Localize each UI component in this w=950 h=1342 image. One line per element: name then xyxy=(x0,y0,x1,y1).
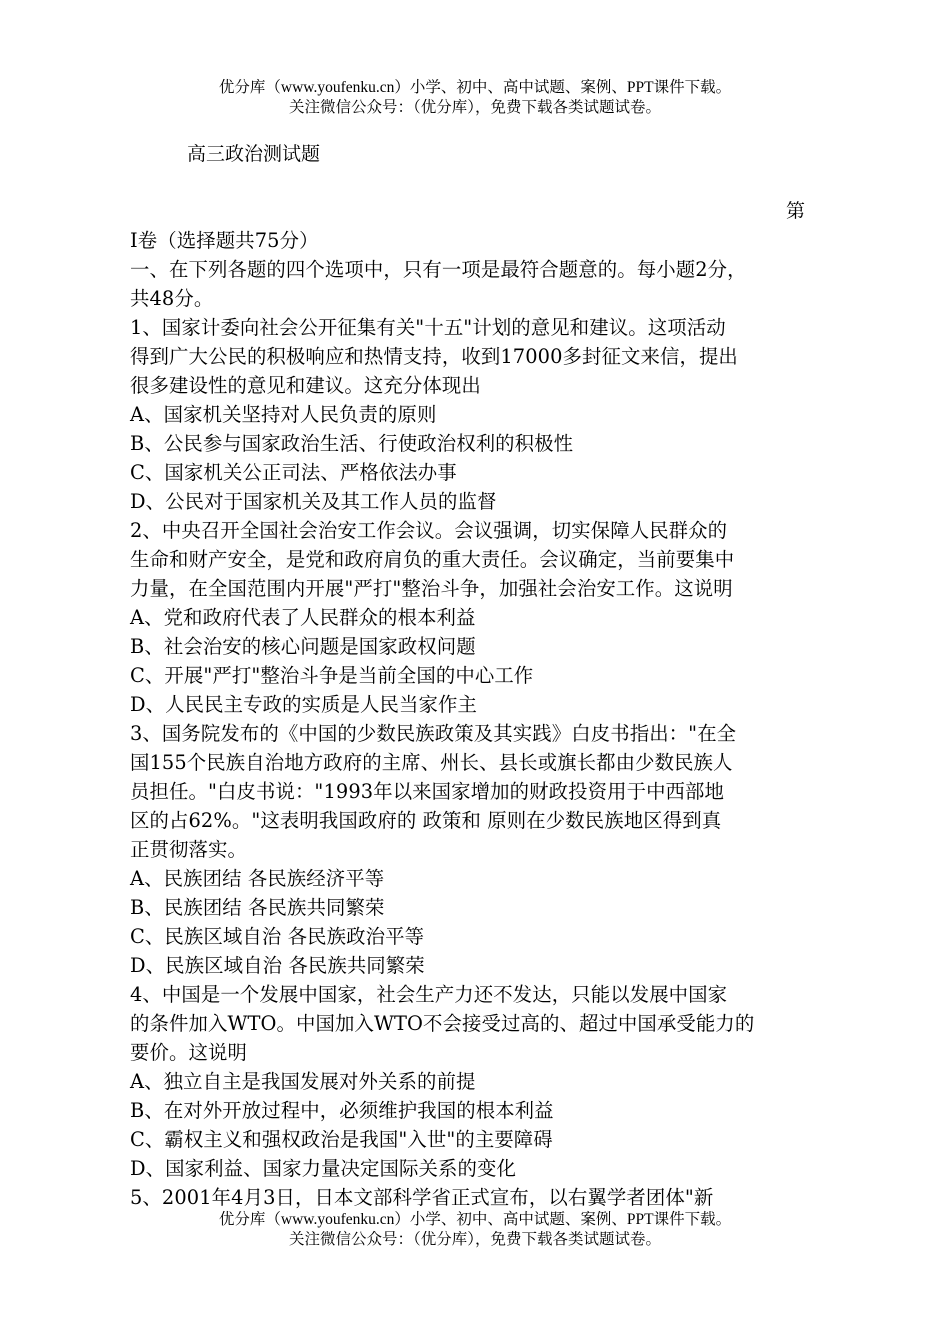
header-line-1: 优分库（www.youfenku.cn）小学、初中、高中试题、案例、PPT课件下载。 xyxy=(218,79,732,96)
text-line: 4、中国是一个发展中国家，社会生产力还不发达，只能以发展中国家 xyxy=(130,983,728,1006)
header-line-2: 关注微信公众号：（优分库），免费下载各类试题试卷。 xyxy=(288,99,661,116)
text-line: 区的占62%。"这表明我国政府的 政策和 原则在少数民族地区得到真 xyxy=(130,809,722,832)
text-line: C、国家机关公正司法、严格依法办事 xyxy=(130,461,457,484)
text-line: A、民族团结 各民族经济平等 xyxy=(130,867,385,890)
text-line: B、公民参与国家政治生活、行使政治权利的积极性 xyxy=(130,432,574,455)
text-line: D、国家利益、国家力量决定国际关系的变化 xyxy=(130,1157,516,1180)
text-line: A、国家机关坚持对人民负责的原则 xyxy=(130,403,437,426)
text-line: D、公民对于国家机关及其工作人员的监督 xyxy=(130,490,497,513)
text-line: 生命和财产安全，是党和政府肩负的重大责任。会议确定，当前要集中 xyxy=(130,548,735,571)
footer-line-2: 关注微信公众号：（优分库），免费下载各类试题试卷。 xyxy=(288,1231,661,1248)
page-header xyxy=(0,78,950,118)
text-line: A、党和政府代表了人民群众的根本利益 xyxy=(130,606,476,629)
text-line: 的条件加入WTO。中国加入WTO不会接受过高的、超过中国承受能力的 xyxy=(130,1012,755,1035)
page-title: 高三政治测试题 xyxy=(187,143,321,165)
text-line: C、民族区域自治 各民族政治平等 xyxy=(130,925,425,948)
text-line: 3、国务院发布的《中国的少数民族政策及其实践》白皮书指出："在全 xyxy=(130,722,737,745)
text-line: B、社会治安的核心问题是国家政权问题 xyxy=(130,635,476,658)
text-line: 国155个民族自治地方政府的主席、州长、县长或旗长都由少数民族人 xyxy=(130,751,733,774)
text-line: C、霸权主义和强权政治是我国"入世"的主要障碍 xyxy=(130,1128,553,1151)
text-line: D、民族区域自治 各民族共同繁荣 xyxy=(130,954,425,977)
text-line: C、开展"严打"整治斗争是当前全国的中心工作 xyxy=(130,664,534,687)
text-line: I卷（选择题共75分） xyxy=(130,229,319,252)
text-line: 一、在下列各题的四个选项中，只有一项是最符合题意的。每小题2分， xyxy=(130,258,747,281)
footer-line-1: 优分库（www.youfenku.cn）小学、初中、高中试题、案例、PPT课件下载。 xyxy=(218,1211,732,1228)
text-line: B、在对外开放过程中，必须维护我国的根本利益 xyxy=(130,1099,554,1122)
page-footer xyxy=(0,1210,950,1250)
text-line: 员担任。"白皮书说："1993年以来国家增加的财政投资用于中西部地 xyxy=(130,780,725,803)
text-line: 要价。这说明 xyxy=(130,1041,247,1064)
text-line: 2、中央召开全国社会治安工作会议。会议强调，切实保障人民群众的 xyxy=(130,519,728,542)
text-line: 5、2001年4月3日，日本文部科学省正式宣布，以右翼学者团体"新 xyxy=(130,1186,714,1209)
text-line: 力量，在全国范围内开展"严打"整治斗争，加强社会治安工作。这说明 xyxy=(130,577,733,600)
text-line: 1、国家计委向社会公开征集有关"十五"计划的意见和建议。这项活动 xyxy=(130,316,726,339)
question-body xyxy=(130,226,820,1212)
text-line: 很多建设性的意见和建议。这充分体现出 xyxy=(130,374,481,397)
text-line: 得到广大公民的积极响应和热情支持，收到17000多封征文来信，提出 xyxy=(130,345,738,368)
section-marker: 第 xyxy=(786,200,806,222)
text-line: 共48分。 xyxy=(130,287,214,310)
text-line: 正贯彻落实。 xyxy=(130,838,247,861)
text-line: B、民族团结 各民族共同繁荣 xyxy=(130,896,385,919)
text-line: A、独立自主是我国发展对外关系的前提 xyxy=(130,1070,476,1093)
text-line: D、人民民主专政的实质是人民当家作主 xyxy=(130,693,477,716)
